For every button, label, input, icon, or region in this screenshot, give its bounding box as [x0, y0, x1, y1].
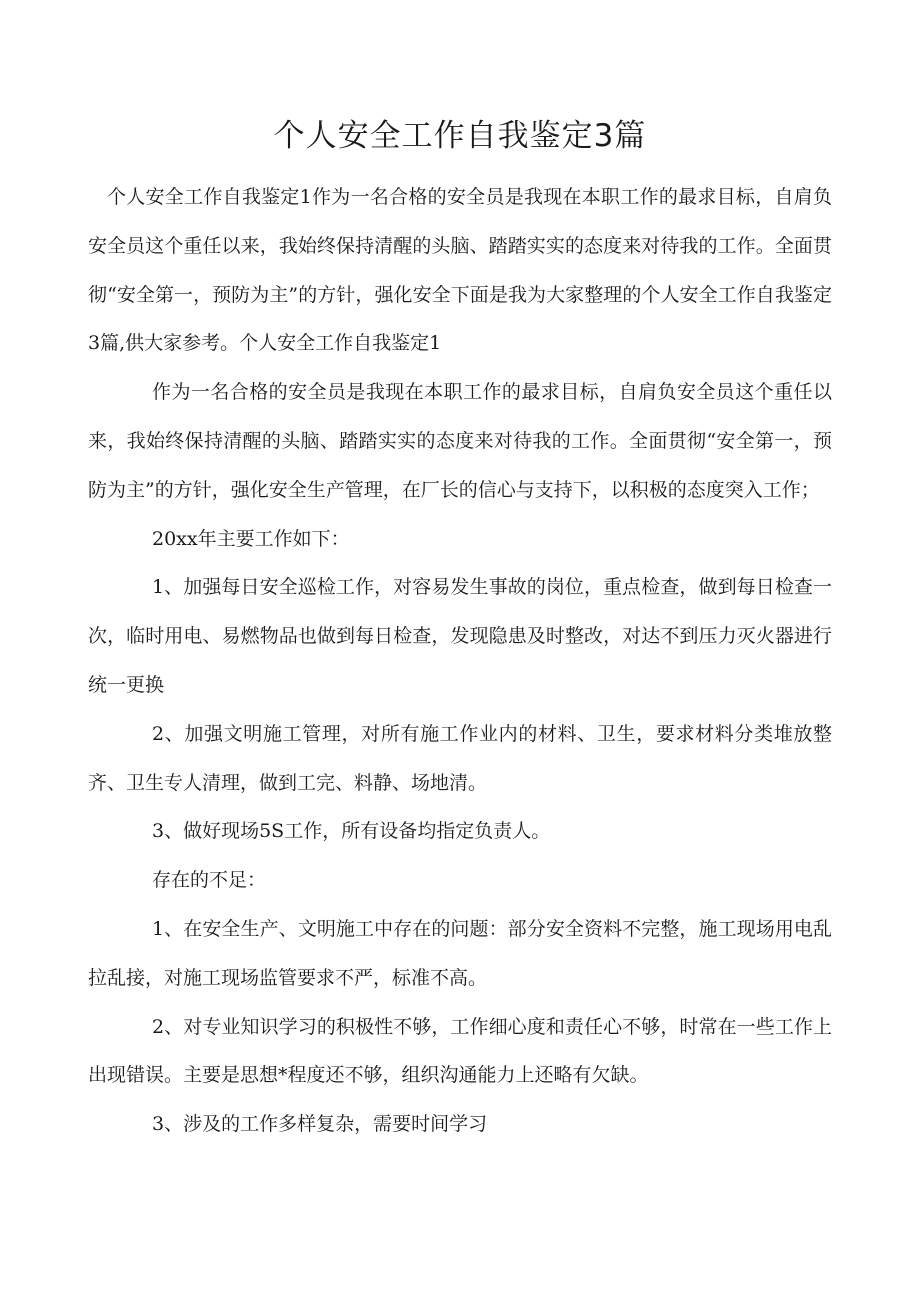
paragraph-shortcoming-2: 2、对专业知识学习的积极性不够，工作细心度和责任心不够，时常在一些工作上出现错误。主要是思想*程度还不够，组织沟通能力上还略有欠缺。 [88, 1015, 832, 1087]
paragraph-main-work-heading: 20xx年主要工作如下： [152, 527, 350, 550]
paragraph-shortcoming-3: 3、涉及的工作多样复杂，需要时间学习 [152, 1113, 488, 1136]
paragraph-shortcoming-1: 1、在安全生产、文明施工中存在的问题：部分安全资料不完整，施工现场用电乱拉乱接，对施工现场监管要求不严，标准不高。 [88, 917, 832, 989]
paragraph-work-item-2: 2、加强文明施工管理，对所有施工作业内的材料、卫生，要求材料分类堆放整齐、卫生专人清理，做到工完、料静、场地清。 [88, 722, 832, 794]
paragraph-shortcomings-heading: 存在的不足： [152, 869, 267, 892]
document-body [88, 173, 832, 1149]
paragraph-work-item-3: 3、做好现场5S工作，所有设备均指定负责人。 [152, 820, 551, 843]
paragraph-work-item-1: 1、加强每日安全巡检工作，对容易发生事故的岗位，重点检查，做到每日检查一次，临时用电、易燃物品也做到每日检查，发现隐患及时整改，对达不到压力灭火器进行统一更换 [88, 576, 832, 696]
paragraph-intro: 个人安全工作自我鉴定1作为一名合格的安全员是我现在本职工作的最求目标，自肩负安全员这个重任以来，我始终保持清醒的头脑、踏踏实实的态度来对待我的工作。全面贯彻“安全第一，预防为主”的方针，强化安全下面是我为大家整理的个人安全工作自我鉴定3篇,供大家参考。个人安全工作自我鉴定1 [88, 186, 832, 355]
paragraph-safety-officer: 作为一名合格的安全员是我现在本职工作的最求目标，自肩负安全员这个重任以来，我始终保持清醒的头脑、踏踏实实的态度来对待我的工作。全面贯彻“安全第一，预防为主”的方针，强化安全生产管理，在厂长的信心与支持下，以积极的态度突入工作； [88, 381, 832, 501]
document-title: 个人安全工作自我鉴定3篇 [273, 118, 647, 154]
